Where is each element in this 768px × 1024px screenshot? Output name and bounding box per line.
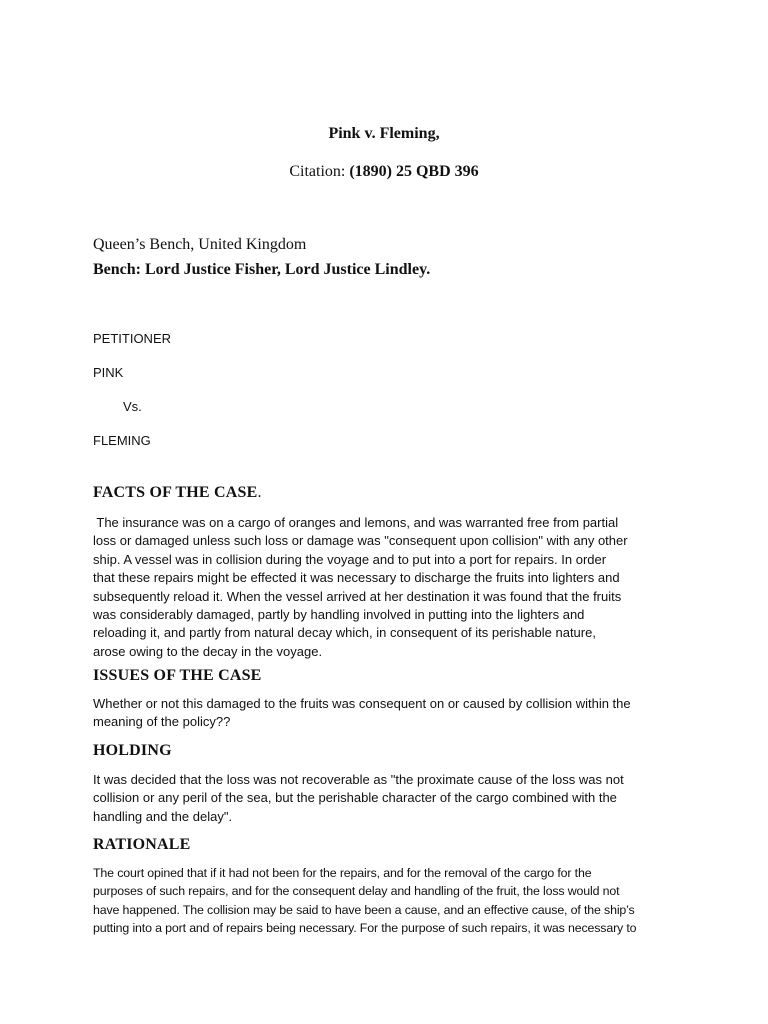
holding-line: handling and the delay". [93,808,233,824]
respondent-name: FLEMING [93,433,151,448]
facts-line: was considerably damaged, partly by handling involved in putting into the lighters and [93,607,585,623]
facts-line: ship. A vessel was in collision during the voyage and to put into a port for repairs. In order [93,551,607,567]
petitioner-name: PINK [93,365,124,380]
holding-line: It was decided that the loss was not recoverable as "the proximate cause of the loss was not [93,772,624,787]
facts-line: arose owing to the decay in the voyage. [93,643,323,659]
facts-heading [93,484,262,502]
case-citation [0,163,768,181]
rationale-line: The court opined that if it had not been for the repairs, and for the removal of the cargo for the [93,866,592,880]
bench-line: Bench: Lord Justice Fisher, Lord Justice Lindley. [93,261,431,278]
issues-line: meaning of the policy?? [93,714,231,730]
case-title: Pink v. Fleming, [328,125,440,142]
court-name: Queen’s Bench, United Kingdom [93,236,307,253]
issues-line: Whether or not this damaged to the fruits was consequent on or caused by collision within the [93,696,631,711]
facts-heading-text: FACTS OF THE CASE [93,484,258,501]
rationale-line: have happened. The collision may be said to have been a cause, and an effective cause, of the ship’s [93,902,635,917]
facts-line: loss or damaged unless such loss or damage was "consequent upon collision" with any other [93,533,628,549]
facts-line: The insurance was on a cargo of oranges and lemons, and was warranted free from partial [93,515,619,530]
rationale-paragraph [93,864,681,938]
facts-heading-suffix: . [257,484,262,501]
versus-text: Vs. [123,399,142,414]
holding-paragraph [93,771,681,826]
rationale-line: purposes of such repairs, and for the consequent delay and handling of the fruit, the loss would not [93,884,620,899]
issues-paragraph [93,695,681,732]
rationale-line: putting into a port and of repairs being necessary. For the purpose of such repairs, it was necessary to [93,921,637,936]
holding-line: collision or any peril of the sea, but the perishable character of the cargo combined with the [93,790,617,806]
rationale-heading: RATIONALE [93,836,191,853]
holding-heading: HOLDING [93,742,172,759]
facts-line: that these repairs might be effected it was necessary to discharge the fruits into lighters and [93,570,620,586]
party-label: PETITIONER [93,331,172,346]
citation-label: Citation: [289,163,350,180]
facts-line: reloading it, and partly from natural decay which, in consequent of its perishable nature, [93,625,596,641]
facts-line: subsequently reload it. When the vessel arrived at her destination it was found that the fruits [93,588,622,604]
facts-paragraph [93,514,681,661]
citation-value: (1890) 25 QBD 396 [349,163,479,180]
issues-heading: ISSUES OF THE CASE [93,667,262,684]
